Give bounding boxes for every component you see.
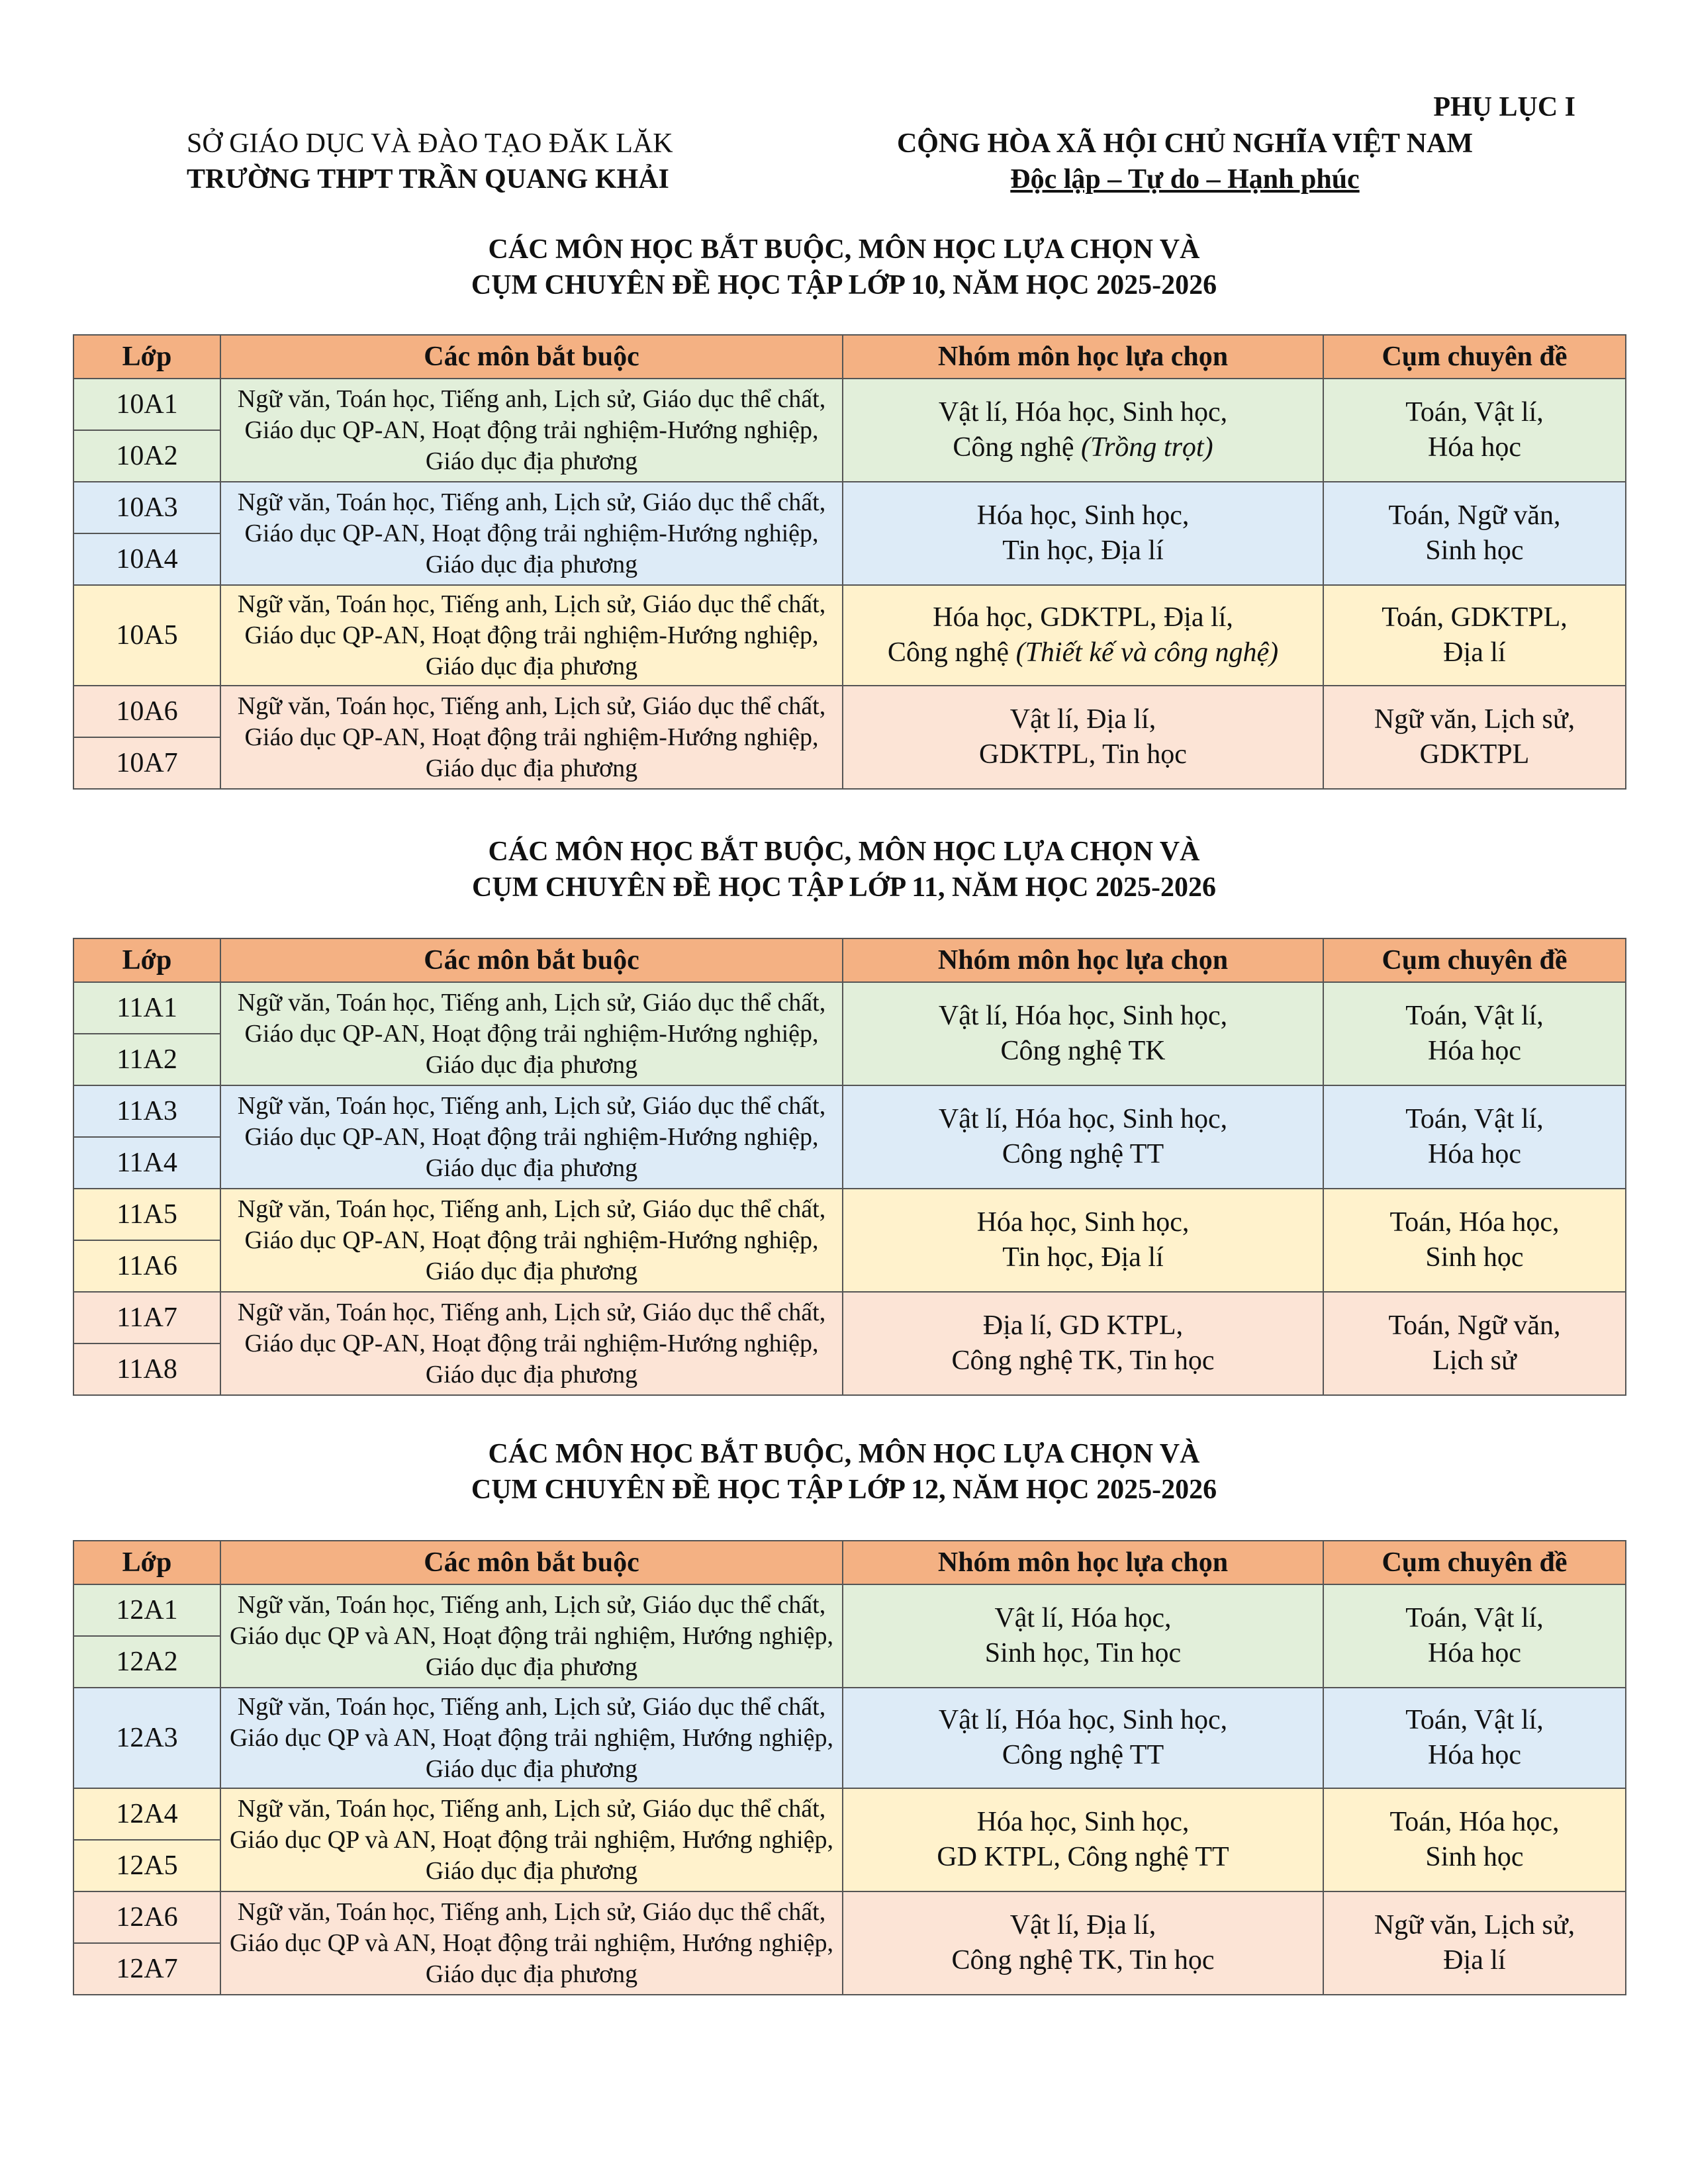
header-required-subjects: Các môn bắt buộc [220, 335, 843, 379]
elective-line-1: Hóa học, Sinh học, [976, 1807, 1190, 1837]
elective-line-2 [847, 1034, 1319, 1069]
class-name-cell: 12A7 [73, 1943, 220, 1995]
section-title-line1: CÁC MÔN HỌC BẮT BUỘC, MÔN HỌC LỰA CHỌN VÀ [488, 837, 1200, 867]
subject-table-grade-10 [73, 334, 1626, 790]
elective-line-2-text: Công nghệ TK, Tin học [951, 1345, 1215, 1376]
required-subjects-cell: Ngữ văn, Toán học, Tiếng anh, Lịch sử, Giáo dục thể chất, Giáo dục QP-AN, Hoạt động trải nghiệm-Hướng nghiệp, Giáo dục địa phương [220, 686, 843, 789]
national-motto: Độc lập – Tự do – Hạnh phúc [1010, 164, 1360, 195]
topic-cluster-cell [1323, 1891, 1626, 1995]
elective-line-2-text: Sinh học, Tin học [984, 1638, 1182, 1668]
header-elective-group: Nhóm môn học lựa chọn [843, 1541, 1323, 1584]
elective-line-1: Vật lí, Hóa học, Sinh học, [938, 1705, 1228, 1735]
cluster-line-2: Hóa học [1427, 1139, 1522, 1169]
topic-cluster-cell [1323, 585, 1626, 686]
topic-cluster-cell [1323, 482, 1626, 585]
elective-line-2-text: Công nghệ [953, 432, 1082, 463]
table-row [73, 982, 1626, 1034]
header-class: Lớp [73, 938, 220, 982]
required-subjects-cell: Ngữ văn, Toán học, Tiếng anh, Lịch sử, Giáo dục thể chất, Giáo dục QP-AN, Hoạt động trải nghiệm-Hướng nghiệp, Giáo dục địa phương [220, 1189, 843, 1292]
cluster-line-2: Sinh học [1425, 535, 1524, 566]
table-row [73, 585, 1626, 686]
header-left [187, 126, 716, 197]
cluster-line-2: Hóa học [1427, 1036, 1522, 1066]
section-title-line2: CỤM CHUYÊN ĐỀ HỌC TẬP LỚP 12, NĂM HỌC 2025-2026 [471, 1475, 1217, 1505]
elective-line-2 [847, 1137, 1319, 1172]
elective-group-cell [843, 1584, 1323, 1688]
elective-line-2 [847, 1240, 1319, 1275]
elective-line-2-text: Công nghệ TK, Tin học [951, 1945, 1215, 1976]
table-row [73, 686, 1626, 737]
elective-line-1: Vật lí, Hóa học, Sinh học, [938, 1104, 1228, 1134]
elective-line-2-text: GD KTPL, Công nghệ TT [937, 1842, 1229, 1872]
class-name-cell: 12A5 [73, 1840, 220, 1891]
required-subjects-cell: Ngữ văn, Toán học, Tiếng anh, Lịch sử, Giáo dục thể chất, Giáo dục QP-AN, Hoạt động trải nghiệm-Hướng nghiệp, Giáo dục địa phương [220, 1292, 843, 1395]
table-row [73, 1189, 1626, 1240]
cluster-line-2: Sinh học [1425, 1242, 1524, 1273]
class-name-cell: 11A4 [73, 1137, 220, 1189]
topic-cluster-cell [1323, 982, 1626, 1085]
elective-line-2-text: Công nghệ TT [1002, 1139, 1164, 1169]
class-name-cell: 11A2 [73, 1034, 220, 1085]
cluster-line-2: Hóa học [1427, 432, 1522, 463]
elective-line-1: Vật lí, Hóa học, Sinh học, [938, 397, 1228, 428]
subject-table-grade-11 [73, 938, 1626, 1396]
table-row [73, 1788, 1626, 1840]
class-name-cell: 12A2 [73, 1636, 220, 1688]
topic-cluster-cell [1323, 1189, 1626, 1292]
elective-group-cell [843, 482, 1323, 585]
class-name-cell: 10A7 [73, 737, 220, 789]
table-row [73, 1085, 1626, 1137]
required-subjects-cell: Ngữ văn, Toán học, Tiếng anh, Lịch sử, Giáo dục thể chất, Giáo dục QP-AN, Hoạt động trải nghiệm-Hướng nghiệp, Giáo dục địa phương [220, 379, 843, 482]
cluster-line-1: Toán, Ngữ văn, [1388, 500, 1561, 531]
class-name-cell: 11A6 [73, 1240, 220, 1292]
elective-group-cell [843, 982, 1323, 1085]
table-row [73, 379, 1626, 430]
department-name: SỞ GIÁO DỤC VÀ ĐÀO TẠO ĐĂK LĂK [187, 128, 673, 159]
header-topic-cluster: Cụm chuyên đề [1323, 938, 1626, 982]
elective-group-cell [843, 1189, 1323, 1292]
elective-line-2-text: Tin học, Địa lí [1002, 535, 1164, 566]
elective-line-1: Địa lí, GD KTPL, [982, 1310, 1184, 1341]
cluster-line-2: Hóa học [1427, 1638, 1522, 1668]
elective-group-cell [843, 1788, 1323, 1891]
required-subjects-cell: Ngữ văn, Toán học, Tiếng anh, Lịch sử, Giáo dục thể chất, Giáo dục QP-AN, Hoạt động trải nghiệm-Hướng nghiệp, Giáo dục địa phương [220, 1085, 843, 1189]
required-subjects-cell: Ngữ văn, Toán học, Tiếng anh, Lịch sử, Giáo dục thể chất, Giáo dục QP và AN, Hoạt động trải nghiệm, Hướng nghiệp, Giáo dục địa phương [220, 1688, 843, 1788]
elective-line-2 [847, 635, 1319, 670]
elective-group-cell [843, 1688, 1323, 1788]
header-right [867, 126, 1503, 197]
elective-line-2-text: GDKTPL, Tin học [979, 739, 1187, 770]
cluster-line-2: Sinh học [1425, 1842, 1524, 1872]
elective-line-1: Vật lí, Địa lí, [1009, 704, 1156, 735]
section-title-grade-11 [0, 834, 1688, 905]
header-topic-cluster: Cụm chuyên đề [1323, 335, 1626, 379]
cluster-line-2: Địa lí [1443, 637, 1506, 668]
elective-group-cell [843, 1292, 1323, 1395]
header-required-subjects: Các môn bắt buộc [220, 1541, 843, 1584]
elective-line-2 [847, 1636, 1319, 1671]
elective-line-1: Vật lí, Hóa học, [994, 1603, 1172, 1633]
class-name-cell: 11A1 [73, 982, 220, 1034]
elective-line-2 [847, 533, 1319, 569]
class-name-cell: 11A5 [73, 1189, 220, 1240]
elective-line-2 [847, 1840, 1319, 1875]
elective-line-2-italic: (Thiết kế và công nghệ) [1015, 637, 1279, 668]
table-header-row [73, 938, 1626, 982]
elective-line-2 [847, 430, 1319, 465]
header-class: Lớp [73, 1541, 220, 1584]
elective-line-2-italic: (Trồng trọt) [1081, 432, 1213, 463]
required-subjects-cell: Ngữ văn, Toán học, Tiếng anh, Lịch sử, Giáo dục thể chất, Giáo dục QP và AN, Hoạt động trải nghiệm, Hướng nghiệp, Giáo dục địa phương [220, 1788, 843, 1891]
class-name-cell: 10A1 [73, 379, 220, 430]
cluster-line-2: Lịch sử [1432, 1345, 1517, 1376]
elective-group-cell [843, 585, 1323, 686]
section-title-line2: CỤM CHUYÊN ĐỀ HỌC TẬP LỚP 10, NĂM HỌC 2025-2026 [471, 270, 1217, 300]
table-row [73, 1292, 1626, 1343]
elective-group-cell [843, 686, 1323, 789]
section-title-line2: CỤM CHUYÊN ĐỀ HỌC TẬP LỚP 11, NĂM HỌC 2025-2026 [472, 872, 1216, 903]
required-subjects-cell: Ngữ văn, Toán học, Tiếng anh, Lịch sử, Giáo dục thể chất, Giáo dục QP-AN, Hoạt động trải nghiệm-Hướng nghiệp, Giáo dục địa phương [220, 585, 843, 686]
elective-line-2-text: Công nghệ TK [1000, 1036, 1166, 1066]
topic-cluster-cell [1323, 379, 1626, 482]
class-name-cell: 10A3 [73, 482, 220, 533]
elective-group-cell [843, 379, 1323, 482]
topic-cluster-cell [1323, 1584, 1626, 1688]
class-name-cell: 10A5 [73, 585, 220, 686]
header-elective-group: Nhóm môn học lựa chọn [843, 938, 1323, 982]
table-row [73, 1688, 1626, 1788]
table-row [73, 1584, 1626, 1636]
section-title-line1: CÁC MÔN HỌC BẮT BUỘC, MÔN HỌC LỰA CHỌN VÀ [488, 234, 1200, 265]
class-name-cell: 12A3 [73, 1688, 220, 1788]
section-title-line1: CÁC MÔN HỌC BẮT BUỘC, MÔN HỌC LỰA CHỌN VÀ [488, 1439, 1200, 1469]
class-name-cell: 11A3 [73, 1085, 220, 1137]
elective-line-2 [847, 1943, 1319, 1978]
elective-line-2 [847, 737, 1319, 772]
elective-line-1: Hóa học, Sinh học, [976, 1207, 1190, 1238]
topic-cluster-cell [1323, 1292, 1626, 1395]
class-name-cell: 10A4 [73, 533, 220, 585]
cluster-line-1: Ngữ văn, Lịch sử, [1374, 704, 1575, 735]
table-row [73, 482, 1626, 533]
section-title-grade-12 [0, 1436, 1688, 1508]
cluster-line-1: Toán, GDKTPL, [1382, 602, 1568, 633]
header-required-subjects: Các môn bắt buộc [220, 938, 843, 982]
cluster-line-1: Toán, Vật lí, [1405, 1104, 1544, 1134]
class-name-cell: 12A1 [73, 1584, 220, 1636]
elective-line-2 [847, 1738, 1319, 1773]
class-name-cell: 10A2 [73, 430, 220, 482]
table-header-row [73, 335, 1626, 379]
elective-line-1: Hóa học, Sinh học, [976, 500, 1190, 531]
cluster-line-1: Toán, Vật lí, [1405, 1705, 1544, 1735]
country-name: CỘNG HÒA XÃ HỘI CHỦ NGHĨA VIỆT NAM [896, 128, 1474, 159]
class-name-cell: 11A8 [73, 1343, 220, 1395]
cluster-line-1: Toán, Vật lí, [1405, 1001, 1544, 1031]
elective-line-2 [847, 1343, 1319, 1379]
cluster-line-2: GDKTPL [1419, 739, 1530, 770]
appendix-label: PHỤ LỤC I [1433, 92, 1575, 122]
elective-line-2-text: Công nghệ TT [1002, 1740, 1164, 1770]
class-name-cell: 12A4 [73, 1788, 220, 1840]
class-name-cell: 10A6 [73, 686, 220, 737]
table-row [73, 1891, 1626, 1943]
cluster-line-1: Ngữ văn, Lịch sử, [1374, 1910, 1575, 1940]
elective-line-1: Hóa học, GDKTPL, Địa lí, [933, 602, 1233, 633]
elective-group-cell [843, 1085, 1323, 1189]
class-name-cell: 12A6 [73, 1891, 220, 1943]
subject-table-grade-12 [73, 1540, 1626, 1995]
class-name-cell: 11A7 [73, 1292, 220, 1343]
required-subjects-cell: Ngữ văn, Toán học, Tiếng anh, Lịch sử, Giáo dục thể chất, Giáo dục QP-AN, Hoạt động trải nghiệm-Hướng nghiệp, Giáo dục địa phương [220, 982, 843, 1085]
required-subjects-cell: Ngữ văn, Toán học, Tiếng anh, Lịch sử, Giáo dục thể chất, Giáo dục QP-AN, Hoạt động trải nghiệm-Hướng nghiệp, Giáo dục địa phương [220, 482, 843, 585]
header-class: Lớp [73, 335, 220, 379]
topic-cluster-cell [1323, 1788, 1626, 1891]
topic-cluster-cell [1323, 1085, 1626, 1189]
cluster-line-2: Hóa học [1427, 1740, 1522, 1770]
elective-line-2-text: Tin học, Địa lí [1002, 1242, 1164, 1273]
required-subjects-cell: Ngữ văn, Toán học, Tiếng anh, Lịch sử, Giáo dục thể chất, Giáo dục QP và AN, Hoạt động trải nghiệm, Hướng nghiệp, Giáo dục địa phương [220, 1584, 843, 1688]
cluster-line-1: Toán, Hóa học, [1389, 1807, 1560, 1837]
required-subjects-cell: Ngữ văn, Toán học, Tiếng anh, Lịch sử, Giáo dục thể chất, Giáo dục QP và AN, Hoạt động trải nghiệm, Hướng nghiệp, Giáo dục địa phương [220, 1891, 843, 1995]
section-title-grade-10 [0, 232, 1688, 303]
table-header-row [73, 1541, 1626, 1584]
header-elective-group: Nhóm môn học lựa chọn [843, 335, 1323, 379]
cluster-line-2: Địa lí [1443, 1945, 1506, 1976]
cluster-line-1: Toán, Hóa học, [1389, 1207, 1560, 1238]
elective-line-1: Vật lí, Hóa học, Sinh học, [938, 1001, 1228, 1031]
header-topic-cluster: Cụm chuyên đề [1323, 1541, 1626, 1584]
cluster-line-1: Toán, Ngữ văn, [1388, 1310, 1561, 1341]
topic-cluster-cell [1323, 686, 1626, 789]
elective-line-2-text: Công nghệ [887, 637, 1016, 668]
cluster-line-1: Toán, Vật lí, [1405, 1603, 1544, 1633]
cluster-line-1: Toán, Vật lí, [1405, 397, 1544, 428]
elective-line-1: Vật lí, Địa lí, [1009, 1910, 1156, 1940]
topic-cluster-cell [1323, 1688, 1626, 1788]
school-name: TRƯỜNG THPT TRẦN QUANG KHẢI [187, 164, 669, 195]
elective-group-cell [843, 1891, 1323, 1995]
